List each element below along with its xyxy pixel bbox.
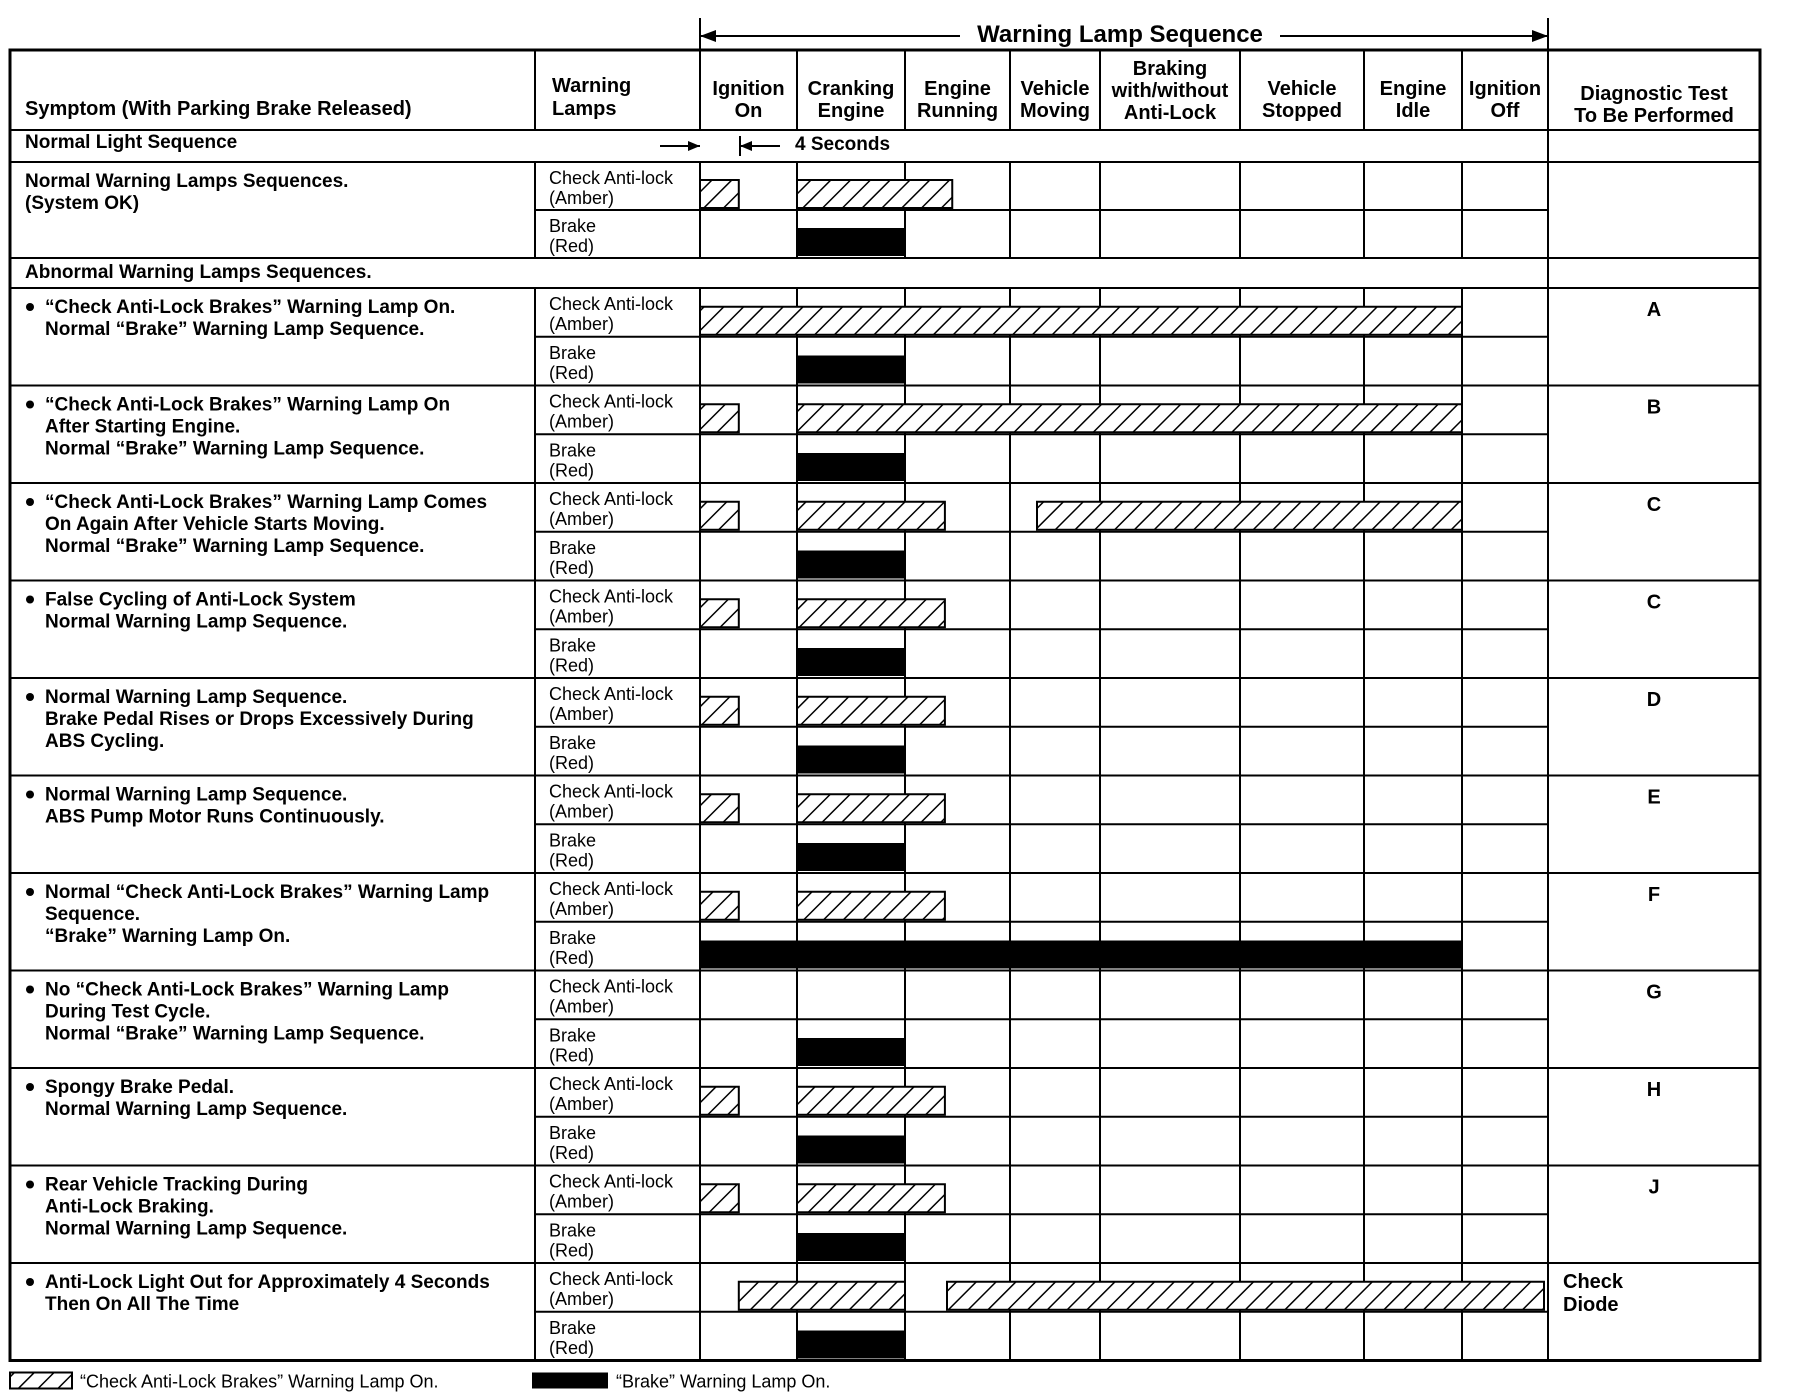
time-column-header: Cranking <box>807 78 895 100</box>
amber-lamp-label: Check Anti-lock <box>549 684 674 704</box>
symptom-text: “Check Anti-Lock Brakes” Warning Lamp Comes <box>45 492 488 513</box>
red-lamp-bar <box>797 1331 905 1359</box>
amber-lamp-bar <box>700 697 739 725</box>
symptom-text: ABS Cycling. <box>45 731 165 752</box>
red-lamp-bar <box>797 1038 905 1066</box>
time-column-header: Vehicle <box>1267 78 1337 100</box>
red-lamp-label: Brake <box>549 927 597 948</box>
diagnostic-test-label: Check <box>1563 1271 1624 1293</box>
symptom-text: Normal Warning Lamp Sequence. <box>45 784 348 806</box>
bullet-icon <box>26 1181 34 1189</box>
red-lamp-label: Brake <box>549 537 597 558</box>
red-lamp-bar <box>797 453 905 481</box>
diagram-title: Warning Lamp Sequence <box>977 21 1263 48</box>
amber-lamp-bar <box>700 180 739 208</box>
red-lamp-label: Brake <box>549 732 597 753</box>
bullet-icon <box>26 498 34 506</box>
red-lamp-bar <box>700 941 1462 969</box>
amber-lamp-label: (Amber) <box>549 996 615 1017</box>
title-arrow-left-head <box>700 30 716 42</box>
lamps-column-header: Warning <box>552 75 632 97</box>
time-column-header: Ignition <box>1468 78 1542 100</box>
amber-lamp-label: (Amber) <box>549 188 615 208</box>
amber-lamp-bar <box>947 1282 1544 1310</box>
amber-lamp-bar <box>700 307 1462 335</box>
time-column-header: Idle <box>1395 100 1431 122</box>
nls-duration-label: 4 Seconds <box>795 134 891 155</box>
symptom-text: Normal Warning Lamp Sequence. <box>45 687 348 708</box>
time-column-header: Off <box>1490 100 1520 122</box>
red-lamp-label: Brake <box>549 440 597 461</box>
amber-lamp-bar <box>797 697 945 725</box>
amber-lamp-label: Check Anti-lock <box>549 1074 674 1094</box>
diagnostic-test-label: C <box>1646 591 1662 614</box>
bullet-icon <box>26 401 34 409</box>
amber-lamp-label: Check Anti-lock <box>549 1269 674 1289</box>
red-lamp-label: Brake <box>549 1317 597 1338</box>
red-lamp-label: (Red) <box>549 362 595 383</box>
time-column-header: On <box>734 100 763 122</box>
diagnostic-test-label: G <box>1646 981 1662 1004</box>
symptom-text: Normal Warning Lamp Sequence. <box>45 1099 348 1120</box>
amber-lamp-bar <box>739 1282 905 1310</box>
time-column-header: Vehicle <box>1020 78 1090 100</box>
amber-lamp-label: Check Anti-lock <box>549 489 674 509</box>
time-column-header: Engine <box>817 100 885 122</box>
symptom-text: Rear Vehicle Tracking During <box>45 1174 308 1196</box>
amber-lamp-bar <box>797 1184 945 1212</box>
amber-lamp-label: Check Anti-lock <box>549 1171 674 1192</box>
symptom-text: After Starting Engine. <box>45 416 241 438</box>
symptom-text: Normal Warning Lamp Sequence. <box>45 611 348 633</box>
red-lamp-label: (Red) <box>549 947 595 968</box>
lamps-column-header: Lamps <box>552 98 617 120</box>
red-lamp-label: Brake <box>549 635 597 656</box>
diagnostic-test-label: F <box>1647 884 1661 906</box>
red-lamp-label: (Red) <box>549 1240 595 1261</box>
diagnostic-test-label: C <box>1646 494 1662 516</box>
amber-lamp-label: Check Anti-lock <box>549 976 674 997</box>
amber-lamp-bar <box>797 404 1462 432</box>
red-lamp-bar <box>797 1233 905 1261</box>
red-lamp-bar <box>797 648 905 676</box>
amber-lamp-label: (Amber) <box>549 899 615 919</box>
title-arrow-right-head <box>1532 30 1548 42</box>
diagnostic-test-label: E <box>1647 786 1661 809</box>
red-lamp-bar <box>797 1136 905 1164</box>
diagnostic-test-label: B <box>1646 396 1662 419</box>
amber-lamp-bar <box>797 1087 945 1115</box>
red-lamp-label: Brake <box>549 1220 597 1241</box>
amber-lamp-label: (Amber) <box>549 1191 615 1212</box>
symptom-text: Normal Warning Lamps Sequences. <box>25 171 349 192</box>
red-lamp-bar <box>797 228 905 256</box>
amber-lamp-bar <box>700 1087 739 1115</box>
amber-lamp-label: (Amber) <box>549 509 615 529</box>
amber-lamp-label: (Amber) <box>549 1289 615 1309</box>
red-lamp-label: Brake <box>549 342 597 363</box>
red-lamp-label: Brake <box>549 830 597 851</box>
amber-lamp-label: Check Anti-lock <box>549 586 674 607</box>
nls-arrow-right-head <box>740 141 752 151</box>
amber-lamp-label: (Amber) <box>549 606 615 627</box>
diagnostic-column-header: To Be Performed <box>1574 105 1734 127</box>
bullet-icon <box>26 303 34 311</box>
amber-lamp-label: Check Anti-lock <box>549 168 674 188</box>
amber-lamp-label: Check Anti-lock <box>549 294 674 314</box>
symptom-text: No “Check Anti-Lock Brakes” Warning Lamp <box>45 979 449 1001</box>
bullet-icon <box>26 596 34 604</box>
amber-lamp-bar <box>700 502 739 530</box>
abnormal-sequences-label: Abnormal Warning Lamps Sequences. <box>25 262 372 283</box>
time-column-header: Ignition <box>712 78 785 100</box>
red-lamp-label: (Red) <box>549 1045 595 1066</box>
symptom-text: ABS Pump Motor Runs Continuously. <box>45 806 385 828</box>
red-lamp-label: (Red) <box>549 752 595 773</box>
symptom-text: Normal “Brake” Warning Lamp Sequence. <box>45 438 425 460</box>
time-column-header: Moving <box>1020 100 1090 122</box>
amber-lamp-bar <box>797 599 945 627</box>
symptom-text: “Check Anti-Lock Brakes” Warning Lamp On <box>45 394 451 416</box>
red-lamp-bar <box>797 843 905 871</box>
legend-red-swatch <box>532 1373 608 1389</box>
red-lamp-label: (Red) <box>549 1337 595 1358</box>
diagnostic-test-label: D <box>1646 689 1662 711</box>
bullet-icon <box>26 693 34 701</box>
bullet-icon <box>26 791 34 799</box>
symptom-text: Normal “Brake” Warning Lamp Sequence. <box>45 1023 425 1045</box>
symptom-text: Then On All The Time <box>45 1294 240 1315</box>
time-column-header: Braking <box>1132 58 1208 80</box>
red-lamp-bar <box>797 746 905 774</box>
amber-lamp-bar <box>700 1184 739 1212</box>
amber-lamp-bar <box>797 794 945 822</box>
amber-lamp-bar <box>700 404 739 432</box>
symptom-text: Normal “Brake” Warning Lamp Sequence. <box>45 319 425 340</box>
amber-lamp-label: (Amber) <box>549 1094 615 1114</box>
amber-lamp-label: Check Anti-lock <box>549 879 674 899</box>
symptom-text: “Check Anti-Lock Brakes” Warning Lamp On. <box>45 297 456 318</box>
legend-amber-swatch <box>10 1373 72 1389</box>
diagnostic-column-header: Diagnostic Test <box>1580 83 1728 105</box>
amber-lamp-bar <box>1037 502 1462 530</box>
amber-lamp-bar <box>797 180 952 208</box>
diagnostic-test-label: J <box>1648 1176 1660 1199</box>
symptom-text: During Test Cycle. <box>45 1001 211 1023</box>
symptom-column-header: Symptom (With Parking Brake Released) <box>25 98 412 120</box>
symptom-text: Normal “Brake” Warning Lamp Sequence. <box>45 536 425 557</box>
amber-lamp-bar <box>700 599 739 627</box>
bullet-icon <box>26 986 34 994</box>
symptom-text: Normal “Check Anti-Lock Brakes” Warning Lamp <box>45 882 490 903</box>
legend-red-label: “Brake” Warning Lamp On. <box>616 1371 831 1392</box>
symptom-text: Sequence. <box>45 904 141 925</box>
red-lamp-bar <box>797 356 905 384</box>
time-column-header: Stopped <box>1262 100 1342 122</box>
red-lamp-label: (Red) <box>549 236 595 256</box>
red-lamp-label: (Red) <box>549 460 595 481</box>
time-column-header: Engine <box>1379 78 1447 100</box>
amber-lamp-label: (Amber) <box>549 801 615 822</box>
red-lamp-label: Brake <box>549 1122 597 1143</box>
symptom-text: Anti-Lock Light Out for Approximately 4 Seconds <box>45 1272 490 1293</box>
symptom-text: Normal Warning Lamp Sequence. <box>45 1218 348 1240</box>
amber-lamp-label: (Amber) <box>549 704 615 724</box>
legend-amber-label: “Check Anti-Lock Brakes” Warning Lamp On. <box>80 1371 439 1392</box>
amber-lamp-label: (Amber) <box>549 314 615 334</box>
red-lamp-label: Brake <box>549 216 597 236</box>
diagnostic-test-label: Diode <box>1563 1294 1619 1316</box>
symptom-text: Brake Pedal Rises or Drops Excessively During <box>45 709 474 730</box>
red-lamp-label: (Red) <box>549 655 595 676</box>
amber-lamp-label: (Amber) <box>549 411 615 432</box>
red-lamp-label: (Red) <box>549 1142 595 1163</box>
symptom-text: On Again After Vehicle Starts Moving. <box>45 514 385 535</box>
time-column-header: with/without <box>1111 80 1229 102</box>
symptom-text: “Brake” Warning Lamp On. <box>45 926 291 947</box>
symptom-text: Spongy Brake Pedal. <box>45 1077 235 1098</box>
nls-arrow-left-head <box>688 141 700 151</box>
symptom-text: False Cycling of Anti-Lock System <box>45 589 356 611</box>
red-lamp-label: (Red) <box>549 850 595 871</box>
amber-lamp-label: Check Anti-lock <box>549 781 674 802</box>
amber-lamp-bar <box>700 892 739 920</box>
bullet-icon <box>26 1083 34 1091</box>
amber-lamp-bar <box>700 794 739 822</box>
time-column-header: Engine <box>924 78 991 100</box>
time-column-header: Anti-Lock <box>1123 102 1217 124</box>
red-lamp-label: (Red) <box>549 557 595 578</box>
red-lamp-bar <box>797 551 905 579</box>
symptom-text: (System OK) <box>25 193 140 214</box>
bullet-icon <box>26 1278 34 1286</box>
red-lamp-label: Brake <box>549 1025 597 1046</box>
amber-lamp-bar <box>797 892 945 920</box>
amber-lamp-label: Check Anti-lock <box>549 391 674 412</box>
time-column-header: Running <box>916 100 999 122</box>
bullet-icon <box>26 888 34 896</box>
amber-lamp-bar <box>797 502 945 530</box>
diagnostic-test-label: A <box>1646 299 1662 321</box>
diagnostic-test-label: H <box>1646 1079 1662 1101</box>
symptom-text: Anti-Lock Braking. <box>45 1196 214 1218</box>
normal-light-sequence-label: Normal Light Sequence <box>25 132 238 153</box>
